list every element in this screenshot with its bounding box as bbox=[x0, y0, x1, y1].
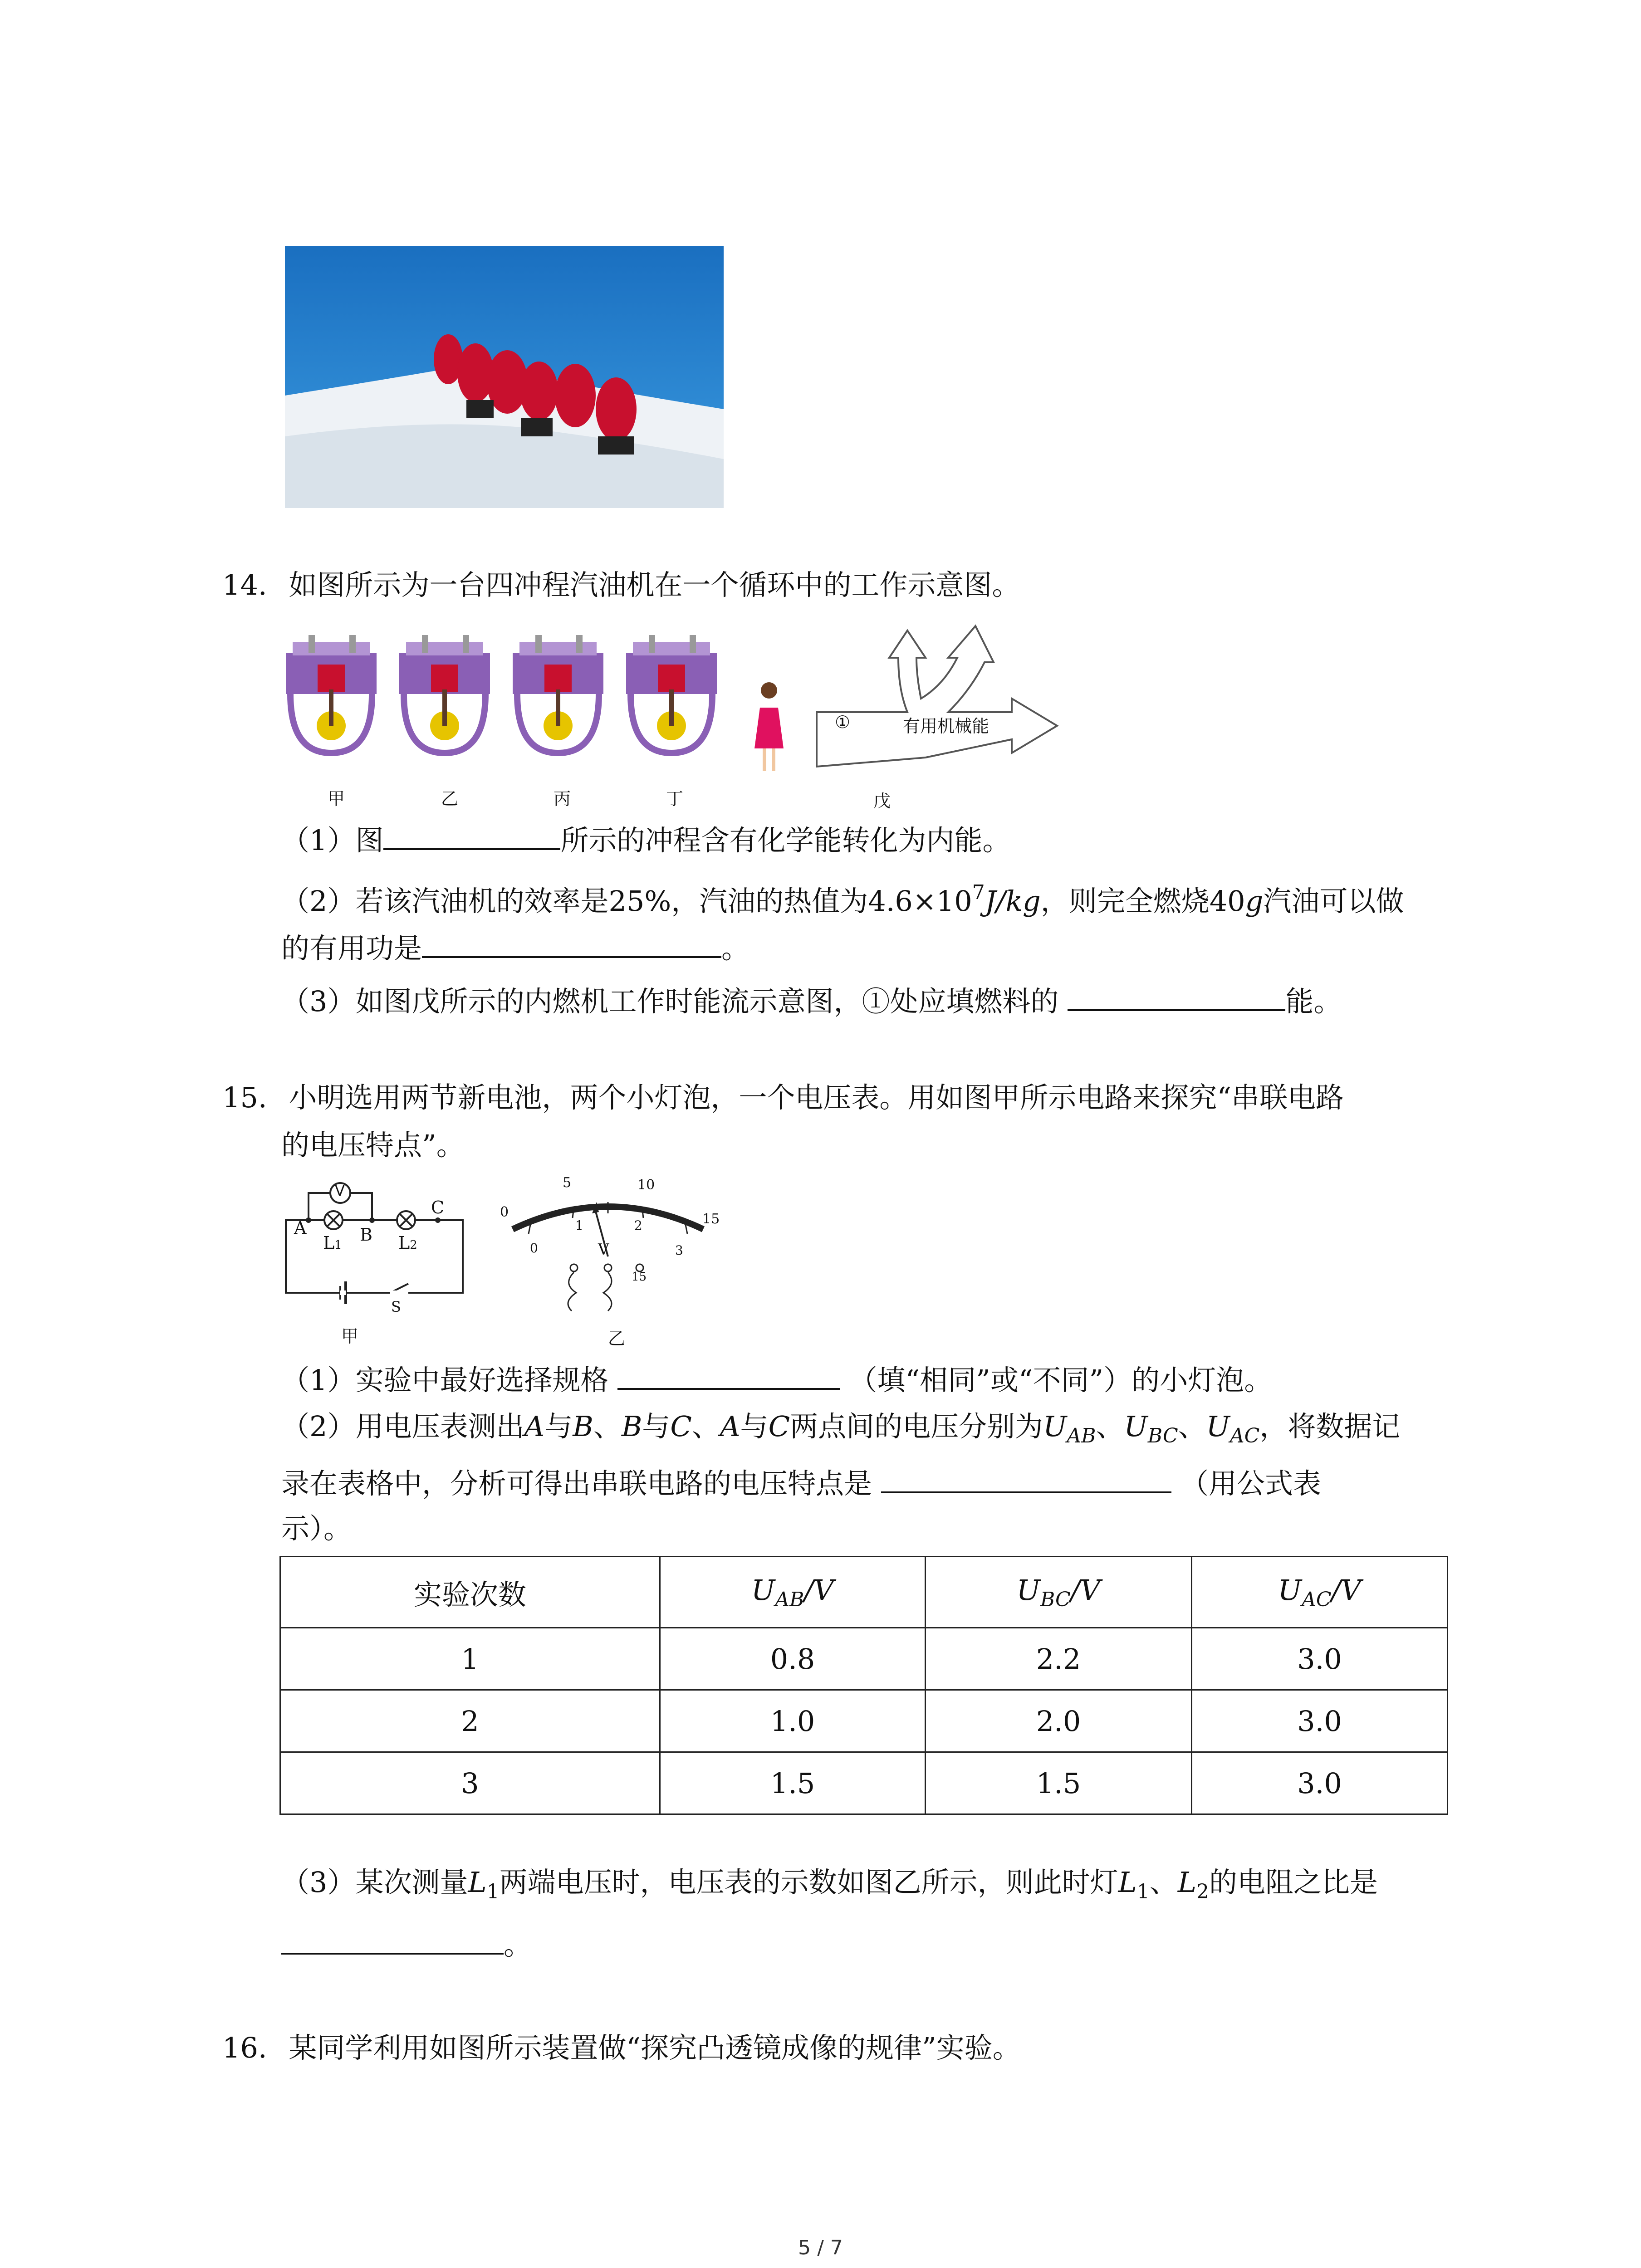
caption-jia: 甲 bbox=[328, 789, 345, 809]
q15-lamp-l1b-letter: L bbox=[1118, 1866, 1137, 1899]
meter-outer-5: 5 bbox=[563, 1175, 572, 1191]
q15-stem bbox=[222, 1080, 1344, 1116]
q15-part2-line2-pre: 录在表格中，分析可得出串联电路的电压特点是 bbox=[281, 1467, 872, 1500]
q15-point-b1: B bbox=[573, 1410, 593, 1443]
table-cell: 3.0 bbox=[1192, 1690, 1448, 1752]
circuit-point-a: A bbox=[294, 1218, 307, 1238]
meter-inner-1: 1 bbox=[575, 1218, 583, 1233]
q14-part2-line2 bbox=[281, 929, 749, 967]
q15-part1-pre: （1）实验中最好选择规格 bbox=[281, 1364, 609, 1397]
table-header-uab bbox=[660, 1557, 926, 1628]
q15-part3-end: 。 bbox=[504, 1928, 532, 1961]
meter-terminal-15: 15 bbox=[632, 1270, 647, 1284]
engine-diagrams bbox=[281, 621, 735, 776]
q14-part2-end: 。 bbox=[721, 932, 750, 965]
circuit-point-c: C bbox=[431, 1198, 445, 1217]
q15-point-c1: C bbox=[670, 1410, 692, 1443]
q15-part2-blank[interactable] bbox=[881, 1464, 1171, 1493]
meter-symbol-v: V bbox=[598, 1241, 609, 1259]
q15-sep-3: 、 bbox=[1096, 1410, 1124, 1443]
q15-part1 bbox=[281, 1361, 1272, 1398]
q15-part2-b: 两点间的电压分别为 bbox=[790, 1410, 1043, 1443]
circuit-lamp-l1-sub: 1 bbox=[334, 1238, 342, 1252]
energy-flow-diagram bbox=[812, 621, 1066, 771]
q14-part2-c: 汽油可以做 bbox=[1263, 885, 1404, 918]
table-header-uab-sub: AB bbox=[775, 1588, 804, 1611]
q14-part1-blank[interactable] bbox=[383, 821, 560, 850]
caption-circuit-jia: 甲 bbox=[341, 1326, 359, 1346]
q15-lamp-l1-sub: 1 bbox=[486, 1880, 500, 1903]
q15-point-b2: B bbox=[621, 1410, 642, 1443]
q15-part1-post: （填“相同”或“不同”）的小灯泡。 bbox=[849, 1364, 1273, 1397]
q14-part2-a: （2）若该汽油机的效率是25%，汽油的热值为4.6×10 bbox=[281, 885, 972, 918]
q16-stem bbox=[222, 2030, 1021, 2066]
caption-meter-yi: 乙 bbox=[608, 1329, 626, 1349]
climbers-photo-image bbox=[285, 246, 724, 508]
q15-part3-c: 的电阻之比是 bbox=[1209, 1866, 1378, 1899]
q15-lamp-l1b-sub: 1 bbox=[1136, 1880, 1150, 1903]
q15-part3-blank[interactable] bbox=[281, 1926, 504, 1955]
q16-number: 16. bbox=[222, 2031, 267, 2064]
q15-part3-line2 bbox=[281, 1926, 532, 1963]
table-cell: 1.0 bbox=[660, 1690, 926, 1752]
caption-bing: 丙 bbox=[554, 789, 571, 809]
circuit-figure bbox=[281, 1175, 472, 1311]
table-cell: 1 bbox=[280, 1628, 660, 1690]
voltage-data-table bbox=[279, 1556, 1448, 1815]
q15-part2-line3 bbox=[281, 1510, 352, 1547]
table-header-ubc-unit: /V bbox=[1070, 1573, 1101, 1607]
q15-part2-a: （2）用电压表测出 bbox=[281, 1410, 524, 1443]
table-header-uac-sub: AC bbox=[1302, 1588, 1332, 1611]
q15-part2-line2-post: （用公式表 bbox=[1181, 1467, 1322, 1500]
q14-part2-line2-text: 的有用功是 bbox=[281, 932, 422, 965]
q15-u-bc: U bbox=[1124, 1410, 1148, 1443]
table-cell: 3 bbox=[280, 1752, 660, 1814]
q14-part2-unit: J/kg bbox=[985, 885, 1041, 918]
meter-inner-3: 3 bbox=[675, 1243, 683, 1258]
table-header-ubc-u: U bbox=[1016, 1573, 1040, 1607]
table-row bbox=[280, 1690, 1448, 1752]
table-cell: 1.5 bbox=[660, 1752, 926, 1814]
q14-stem bbox=[222, 567, 1020, 603]
q14-part2-g: g bbox=[1245, 885, 1264, 918]
circuit-lamp-l1 bbox=[323, 1233, 342, 1253]
flow-circle-one: ① bbox=[835, 712, 851, 732]
table-header-uab-u: U bbox=[751, 1573, 775, 1607]
q15-part3-b: 两端电压时，电压表的示数如图乙所示，则此时灯 bbox=[499, 1866, 1118, 1899]
q14-part2 bbox=[281, 875, 1404, 919]
girl-icon bbox=[751, 680, 787, 776]
table-cell: 2.2 bbox=[926, 1628, 1192, 1690]
q15-point-a2: A bbox=[720, 1410, 740, 1443]
meter-outer-15: 15 bbox=[702, 1211, 720, 1227]
q15-lamp-l2-letter: L bbox=[1177, 1866, 1196, 1899]
caption-wu: 戊 bbox=[873, 791, 891, 811]
table-cell: 2 bbox=[280, 1690, 660, 1752]
page-number: 5 / 7 bbox=[798, 2236, 843, 2259]
q15-u-ab-sub: AB bbox=[1067, 1424, 1096, 1447]
engine-strokes-figure bbox=[281, 621, 735, 776]
table-cell: 1.5 bbox=[926, 1752, 1192, 1814]
q15-u-bc-sub: BC bbox=[1147, 1424, 1178, 1447]
q15-point-c2: C bbox=[768, 1410, 790, 1443]
climbers-photo bbox=[285, 246, 724, 508]
q15-stem-2 bbox=[281, 1127, 465, 1163]
q15-part2-c: ，将数据记 bbox=[1259, 1410, 1401, 1443]
q14-part3-pre: （3）如图戊所示的内燃机工作时能流示意图，①处应填燃料的 bbox=[281, 985, 1059, 1018]
q15-sep-4: 、 bbox=[1178, 1410, 1206, 1443]
table-header-trial: 实验次数 bbox=[280, 1557, 660, 1628]
q14-part2-blank[interactable] bbox=[422, 929, 721, 958]
table-cell: 2.0 bbox=[926, 1690, 1192, 1752]
circuit-switch-s: S bbox=[391, 1298, 401, 1315]
table-header-ubc bbox=[926, 1557, 1192, 1628]
meter-inner-2: 2 bbox=[634, 1218, 642, 1233]
q15-part1-blank[interactable] bbox=[617, 1361, 840, 1390]
q14-part3-post: 能。 bbox=[1285, 985, 1342, 1018]
q15-u-ac: U bbox=[1206, 1410, 1230, 1443]
q14-part2-b: ，则完全燃烧40 bbox=[1040, 885, 1245, 918]
table-header-uab-unit: /V bbox=[804, 1573, 834, 1607]
q14-stem-text: 如图所示为一台四冲程汽油机在一个循环中的工作示意图。 bbox=[289, 568, 1020, 601]
caption-yi: 乙 bbox=[441, 789, 459, 809]
meter-outer-10: 10 bbox=[637, 1177, 655, 1193]
table-row bbox=[280, 1628, 1448, 1690]
q14-number: 14. bbox=[222, 568, 267, 601]
q15-lamp-l2-sub: 2 bbox=[1196, 1880, 1209, 1903]
q15-with-2: 与 bbox=[642, 1410, 671, 1443]
table-header-uac bbox=[1192, 1557, 1448, 1628]
q15-number: 15. bbox=[222, 1081, 267, 1114]
q14-part3 bbox=[281, 982, 1342, 1020]
circuit-lamp-l2-sub: 2 bbox=[410, 1238, 417, 1252]
q15-part3-a: （3）某次测量 bbox=[281, 1866, 468, 1899]
q15-stem-line2: 的电压特点”。 bbox=[281, 1129, 465, 1162]
q14-part1-post: 所示的冲程含有化学能转化为内能。 bbox=[560, 824, 1011, 857]
q16-stem-text: 某同学利用如图所示装置做“探究凸透镜成像的规律”实验。 bbox=[289, 2031, 1021, 2064]
q15-sep-5: 、 bbox=[1149, 1866, 1178, 1899]
girl-figure bbox=[751, 680, 787, 776]
q15-sep-2: 、 bbox=[691, 1410, 720, 1443]
q14-part1 bbox=[281, 821, 1010, 859]
meter-inner-0: 0 bbox=[530, 1241, 538, 1256]
q15-with-3: 与 bbox=[740, 1410, 769, 1443]
q15-part2-line2 bbox=[281, 1464, 1321, 1502]
q14-part1-pre: （1）图 bbox=[281, 824, 384, 857]
table-cell: 3.0 bbox=[1192, 1628, 1448, 1690]
q15-part3 bbox=[281, 1864, 1378, 1910]
circuit-lamp-l2 bbox=[398, 1233, 417, 1253]
energy-flow-arrow bbox=[812, 621, 1066, 771]
q15-u-ac-sub: AC bbox=[1230, 1424, 1260, 1447]
table-header-ubc-sub: BC bbox=[1040, 1588, 1071, 1611]
q15-part2 bbox=[281, 1408, 1400, 1454]
q15-u-ab: U bbox=[1043, 1410, 1067, 1443]
circuit-point-b: B bbox=[360, 1225, 372, 1245]
q15-sep-1: 、 bbox=[593, 1410, 622, 1443]
table-cell: 3.0 bbox=[1192, 1752, 1448, 1814]
circuit-diagram bbox=[281, 1175, 472, 1311]
table-header-uac-unit: /V bbox=[1331, 1573, 1362, 1607]
flow-label-useful: 有用机械能 bbox=[903, 716, 989, 736]
table-cell: 0.8 bbox=[660, 1628, 926, 1690]
circuit-meter-symbol: V bbox=[335, 1182, 345, 1199]
q15-part2-line3-text: 示）。 bbox=[281, 1512, 352, 1545]
q15-with-1: 与 bbox=[544, 1410, 573, 1443]
circuit-lamp-l1-letter: L bbox=[323, 1233, 335, 1253]
table-row bbox=[280, 1752, 1448, 1814]
table-header-uac-u: U bbox=[1278, 1573, 1302, 1607]
q15-point-a1: A bbox=[524, 1410, 545, 1443]
q15-lamp-l1-letter: L bbox=[468, 1866, 487, 1899]
q14-part3-blank[interactable] bbox=[1068, 982, 1285, 1011]
caption-ding: 丁 bbox=[666, 789, 684, 809]
circuit-lamp-l2-letter: L bbox=[398, 1233, 410, 1253]
q15-stem-line1: 小明选用两节新电池，两个小灯泡，一个电压表。用如图甲所示电路来探究“串联电路 bbox=[289, 1081, 1344, 1114]
meter-outer-0: 0 bbox=[500, 1204, 509, 1220]
q14-part2-exp: 7 bbox=[972, 881, 985, 904]
table-header-row bbox=[280, 1557, 1448, 1628]
